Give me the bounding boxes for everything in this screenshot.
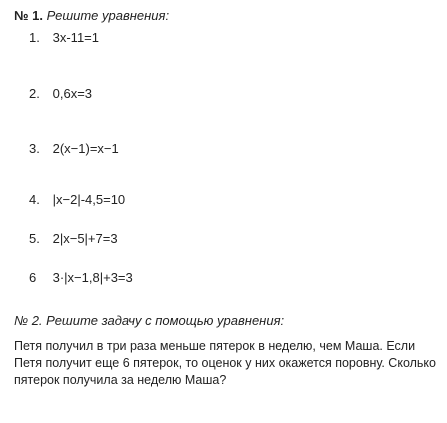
equation-1 [29,30,99,45]
task2-body: Петя получил в три раза меньше пятерок в неделю, чем Маша. Если Петя получит еще 6 пятерок, то оценок у них окажется поровну. Сколько пятерок получила за неделю Маша? [14,339,436,387]
task1-title: Решите уравнения: [46,8,170,23]
equation-text: 2(x−1)=x−1 [52,141,119,156]
task2-title: Решите задачу с помощью уравнения: [46,313,285,328]
equation-6 [29,270,133,285]
equation-number: 1. [29,30,40,45]
equation-text: 3·|x−1,8|+3=3 [52,270,133,285]
equation-text: |x−2|-4,5=10 [52,192,126,207]
equation-number: 6 [29,270,37,285]
equation-4 [29,192,125,207]
equation-3 [29,141,119,156]
task2-heading [14,313,284,328]
equation-number: 4. [29,192,40,207]
task2-number: № 2. [14,313,43,328]
task1-number: № 1. [14,8,43,23]
equation-2 [29,86,92,101]
equation-5 [29,231,118,246]
equation-number: 5. [29,231,40,246]
equation-text: 2|x−5|+7=3 [52,231,118,246]
equation-number: 3. [29,141,40,156]
equation-text: 3x-11=1 [52,30,100,45]
equation-number: 2. [29,86,40,101]
task1-heading [14,8,169,23]
equation-text: 0,6x=3 [52,86,93,101]
